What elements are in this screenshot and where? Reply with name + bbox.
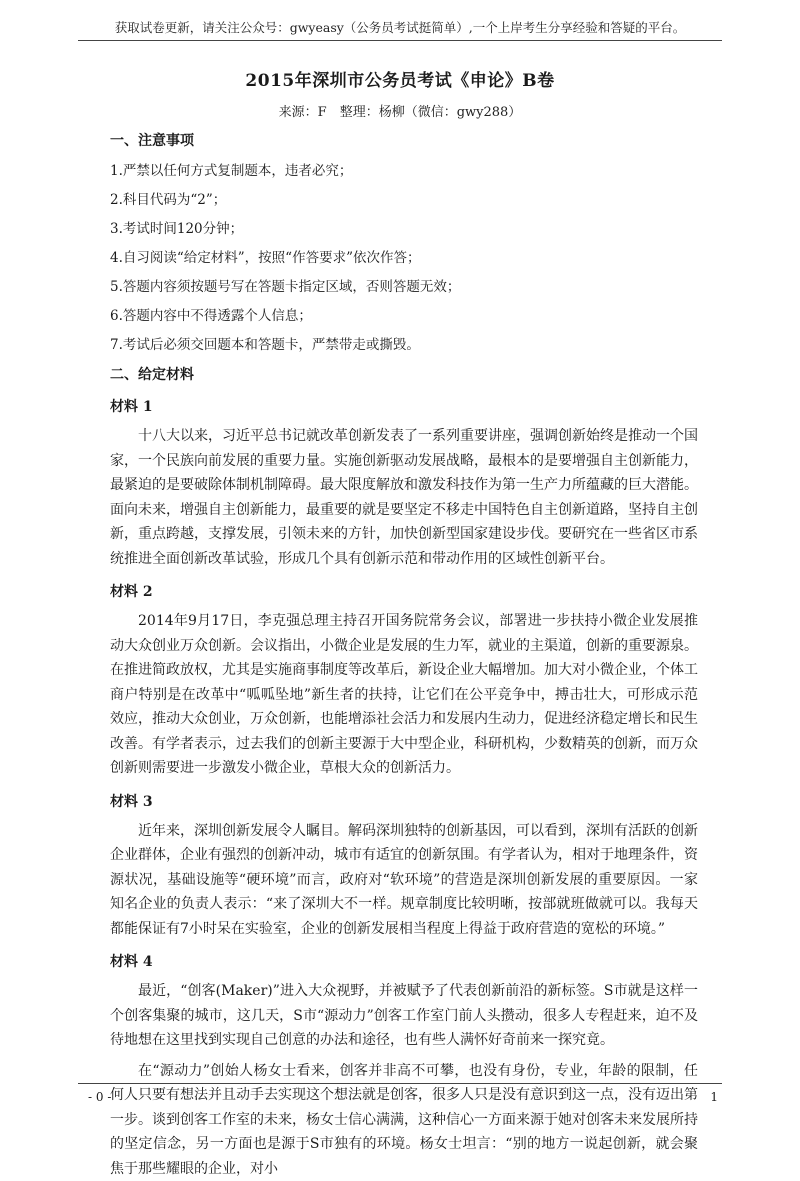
footer-divider <box>78 1083 722 1084</box>
material-heading: 材料 4 <box>110 951 698 973</box>
document-source: 来源：F 整理：杨柳（微信：gwy288） <box>0 101 800 120</box>
material-paragraph: 在“源动力”创始人杨女士看来，创客并非高不可攀，也没有身份，专业，年龄的限制，任何人只要有想法并且动手去实现这个想法就是创客，很多人只是没有意识到这一点，没有迈出第一步。谈到创客工作室的未来，杨女士信心满满，这种信心一方面来源于她对创客未来发展所持的坚定信念，另一方面也是源于S市独有的环境。杨女士坦言：“别的地方一说起创新，就会聚焦于那些耀眼的企业，对小 <box>110 1059 698 1181</box>
note-item: 4.自习阅读“给定材料”，按照“作答要求”依次作答； <box>110 248 698 268</box>
material-heading: 材料 2 <box>110 581 698 603</box>
material-paragraph: 2014年9月17日，李克强总理主持召开国务院常务会议，部署进一步扶持小微企业发展推动大众创业万众创新。会议指出，小微企业是发展的生力军，就业的主渠道，创新的重要源泉。在推进简政放权，尤其是实施商事制度等改革后，新设企业大幅增加。加大对小微企业，个体工商户特别是在改革中“呱呱坠地”新生者的扶持，让它们在公平竞争中，搏击壮大，可形成示范效应，推动大众创业，万众创新，也能增添社会活力和发展内生动力，促进经济稳定增长和民生改善。有学者表示，过去我们的创新主要源于大中型企业，科研机构，少数精英的创新，而万众创新则需要进一步激发小微企业，草根大众的创新活力。 <box>110 609 698 781</box>
material-paragraph: 近年来，深圳创新发展令人瞩目。解码深圳独特的创新基因，可以看到，深圳有活跃的创新企业群体，企业有强烈的创新冲动，城市有适宜的创新氛围。有学者认为，相对于地理条件，资源状况，基础设施等“硬环境”而言，政府对“软环境”的营造是深圳创新发展的重要原因。一家知名企业的负责人表示：“来了深圳大不一样。规章制度比较明晰，按部就班做就可以。我每天都能保证有7小时呆在实验室，企业的创新发展相当程度上得益于政府营造的宽松的环境。” <box>110 819 698 942</box>
header-divider <box>78 40 722 41</box>
note-item: 3.考试时间120分钟； <box>110 219 698 239</box>
section-heading-notes: 一、注意事项 <box>110 130 698 152</box>
document-body <box>110 126 698 1181</box>
note-item: 6.答题内容中不得透露个人信息； <box>110 306 698 326</box>
material-paragraph: 十八大以来，习近平总书记就改革创新发表了一系列重要讲座，强调创新始终是推动一个国家，一个民族向前发展的重要力量。实施创新驱动发展战略，最根本的是要增强自主创新能力，最紧迫的是要破除体制机制障碍。最大限度解放和激发科技作为第一生产力所蕴藏的巨大潜能。面向未来，增强自主创新能力，最重要的就是要坚定不移走中国特色自主创新道路，坚持自主创新，重点跨越，支撑发展，引领未来的方针，加快创新型国家建设步伐。要研究在一些省区市系统推进全面创新改革试验，形成几个具有创新示范和带动作用的区域性创新平台。 <box>110 424 698 571</box>
section-heading-materials: 二、给定材料 <box>110 364 698 386</box>
note-item: 5.答题内容须按题号写在答题卡指定区域，否则答题无效； <box>110 277 698 297</box>
footer-page-marker: - 0 - <box>88 1090 111 1104</box>
header-notice: 获取试卷更新，请关注公众号：gwyeasy（公务员考试挺简单）,一个上岸考生分享经验和答疑的平台。 <box>0 18 800 36</box>
note-item: 1.严禁以任何方式复制题本，违者必究； <box>110 161 698 181</box>
document-title: 2015年深圳市公务员考试《申论》B卷 <box>0 66 800 91</box>
material-heading: 材料 1 <box>110 396 698 418</box>
note-item: 7.考试后必须交回题本和答题卡，严禁带走或撕毁。 <box>110 335 698 355</box>
material-paragraph: 最近，“创客(Maker)”进入大众视野，并被赋予了代表创新前沿的新标签。S市就是这样一个创客集聚的城市，这几天，S市“源动力”创客工作室门前人头攒动，很多人专程赶来，迫不及待地想在这里找到实现自己创意的办法和途径，也有些人满怀好奇前来一探究竟。 <box>110 979 698 1053</box>
footer-page-number: 1 <box>710 1090 718 1104</box>
note-item: 2.科目代码为“2”； <box>110 190 698 210</box>
material-heading: 材料 3 <box>110 791 698 813</box>
